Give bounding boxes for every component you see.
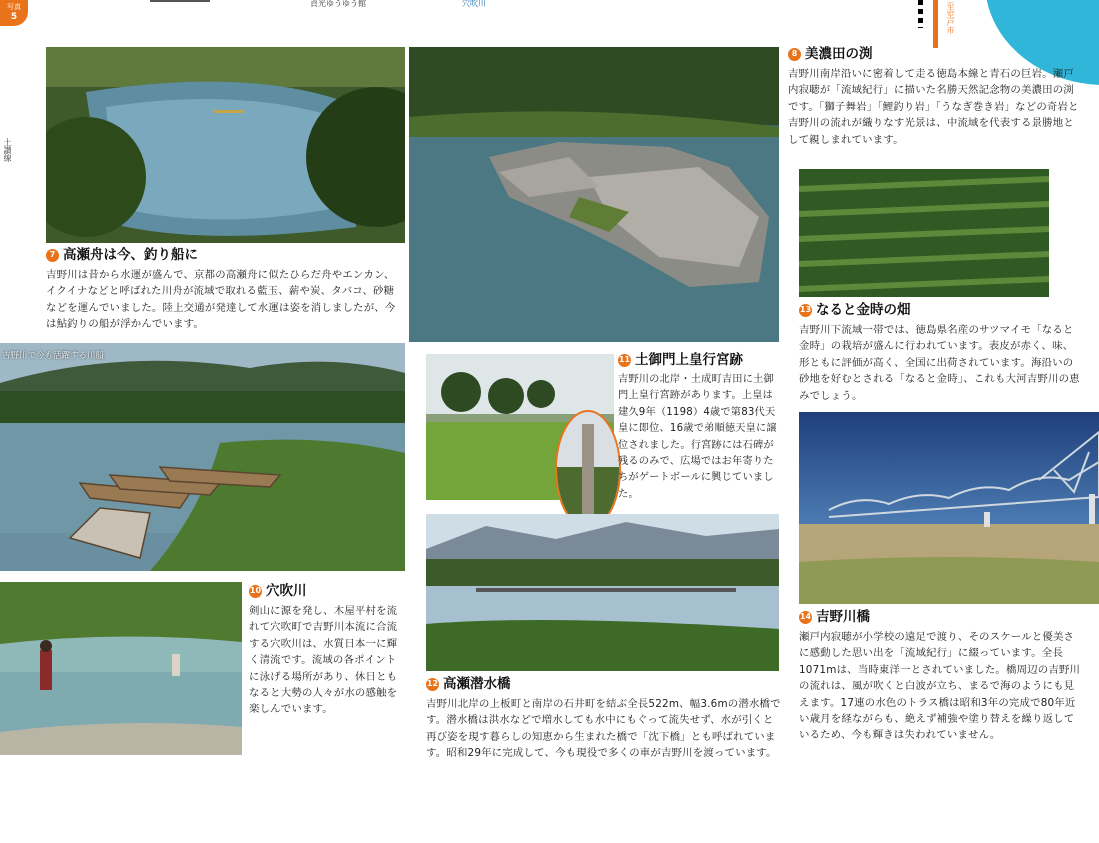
section-12 [426, 676, 782, 762]
photo-river-boats [0, 343, 405, 571]
section-11-number: 11 [618, 354, 631, 367]
page-tag [0, 0, 28, 26]
side-label-left: 土讃線 [3, 138, 12, 162]
map-rail [918, 0, 923, 28]
section-13-heading [799, 302, 1081, 318]
photo-monument-oval [555, 410, 621, 529]
section-12-title: 高瀬潜水橋 [443, 676, 511, 692]
photo-river-boat [46, 47, 405, 243]
page-tag-label: 写真 [7, 3, 21, 11]
section-13-title: なると金時の畑 [816, 302, 911, 318]
section-12-body: 吉野川北岸の上板町と南岸の石井町を結ぶ全長522m、幅3.6mの潜水橋です。潜水橋は洪水などで増水しても水中にもぐって流失せず、水が引くと再び姿を現す暮らしの知恵から生まれた橋で「沈下橋」とも呼ばれています。昭和29年に完成して、今も現役で多くの車が吉野川を渡っています。 [426, 698, 781, 760]
section-14 [799, 609, 1081, 744]
top-caption-right: 穴吹川 [462, 0, 486, 8]
section-11 [618, 352, 780, 503]
photo-potato-field [799, 169, 1049, 297]
top-caption-mid: 貞光ゆうゆう館 [310, 0, 366, 8]
section-8-number: 8 [788, 48, 801, 61]
page-tag-number: 5 [10, 12, 18, 22]
section-7 [46, 247, 404, 333]
section-13-number: 13 [799, 304, 812, 317]
side-label-right: 至室戸市 [946, 2, 955, 34]
section-10-title: 穴吹川 [266, 583, 307, 599]
section-8-heading [788, 46, 1080, 62]
section-14-heading [799, 609, 1081, 625]
photo-truss-bridge [799, 412, 1099, 604]
section-8 [788, 46, 1080, 148]
section-12-heading [426, 676, 782, 692]
section-14-title: 吉野川橋 [816, 609, 870, 625]
photo-submersible-bridge [426, 514, 779, 671]
section-14-number: 14 [799, 611, 812, 624]
section-12-number: 12 [426, 678, 439, 691]
section-10 [249, 583, 407, 718]
section-14-body: 瀬戸内寂聴が小学校の遠足で渡り、そのスケールと優美さに感動した思い出を「流域紀行」に綴っています。全長1071mは、当時東洋一とされていました。橋周辺の吉野川の流れは、風が吹くと白波が立ち、まるで海のようにも見えます。17連の水色のトラス橋は昭和3年の完成で80年近い歳月を経ながらも、絶えず補強や塗り替えを繰り返しているため、今も輝きは失われていません。 [799, 631, 1081, 742]
photo-caption-boats: 吉野川で今も活躍する川船 [2, 351, 105, 361]
section-10-heading [249, 583, 407, 599]
section-11-title: 土御門上皇行宮跡 [635, 352, 743, 368]
section-10-number: 10 [249, 585, 262, 598]
section-11-body: 吉野川の北岸・土成町吉田に土御門上皇行宮跡があります。上皇は建久9年（1198）4歳で第83代天皇に即位、16歳で弟順徳天皇に譲位されました。行宮跡には石碑が残るのみで、広場ではお年寄りたちがゲートボールに興じていました。 [618, 374, 777, 500]
section-7-number: 7 [46, 249, 59, 262]
section-10-body: 剣山に源を発し、木屋平村を流れて穴吹町で吉野川本流に合流する穴吹川は、水質日本一に輝く清流です。流域の各ポイントに泳げる場所があり、休日ともなると大勢の人々が水の感触を楽しんでいます。 [249, 605, 398, 716]
section-8-title: 美濃田の渕 [805, 46, 873, 62]
section-13-body: 吉野川下流域一帯では、徳島県名産のサツマイモ「なると金時」の栽培が盛んに行われています。表皮が赤く、味、形ともに評価が高く、全国に出荷されています。海沿いの砂地を好むとされる「なると金時」、これも大河吉野川の恵みでしょう。 [799, 324, 1080, 402]
section-7-heading [46, 247, 404, 263]
section-7-body: 吉野川は昔から水運が盛んで、京都の高瀬舟に似たひらだ舟やエンカン、イクイナなどと呼ばれた川舟が流域で取れる藍玉、薪や炭、タバコ、砂糖などを運んでいました。陸上交通が発達して水運は姿を消しましたが、今は鮎釣りの船が浮かんでいます。 [46, 269, 396, 331]
map-route-line [933, 0, 938, 48]
photo-minoda-rocks [409, 47, 779, 342]
section-8-body: 吉野川南岸沿いに密着して走る徳島本線と青石の巨岩。瀬戸内寂聴が「流域紀行」に描いた名勝天然記念物の美濃田の渕です。「獅子舞岩」「鯉釣り岩」「うなぎ巻き岩」などの奇岩と吉野川の流れが織りなす光景は、中流域を代表する景勝地として親しまれています。 [788, 68, 1079, 146]
photo-anabuki-river [0, 582, 242, 755]
section-7-title: 高瀬舟は今、釣り船に [63, 247, 198, 263]
section-13 [799, 302, 1081, 404]
top-caption-left [150, 0, 210, 2]
section-11-heading [618, 352, 780, 368]
